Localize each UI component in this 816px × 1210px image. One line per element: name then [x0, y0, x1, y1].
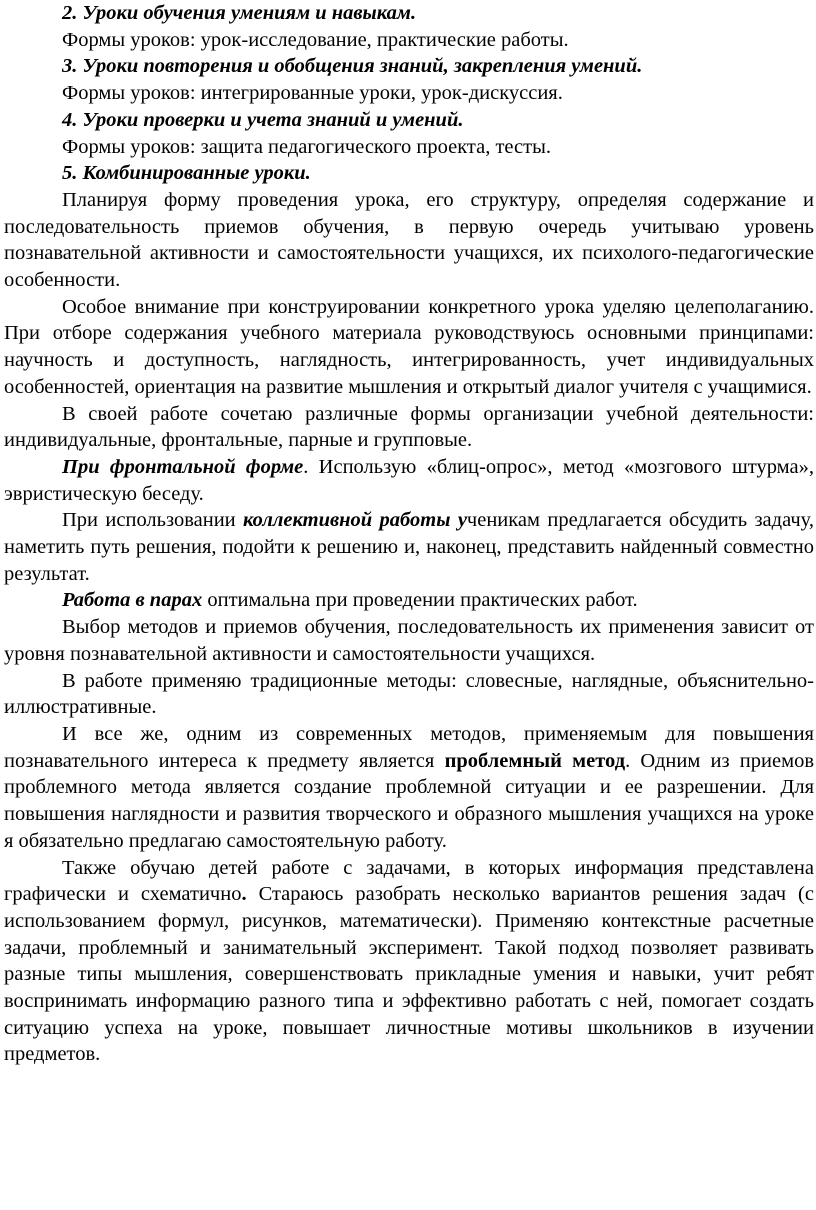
emphasis-frontal: При фронтальной форме	[62, 455, 304, 478]
paragraph-planning: Планируя форму проведения урока, его структуру, определяя содержание и последовательность приемов обучения, в первую очередь учитываю уровень познавательной активности и самостоятельности учащихся, их психолого-педагогические особенности.	[4, 188, 814, 292]
paragraph-pair-work	[4, 587, 814, 614]
lesson-type-heading-4	[4, 107, 814, 134]
paragraph-text: При использовании	[62, 509, 244, 532]
paragraph-tasks	[4, 855, 814, 1069]
paragraph-text: ченикам предлагается обсудить задачу, наметить путь решения, подойти к решению и, наконец, представить найденный совместно результат.	[4, 509, 814, 585]
lesson-type-heading-5	[4, 160, 814, 187]
lesson-forms-3: Формы уроков: интегрированные уроки, урок-дискуссия.	[62, 82, 563, 105]
paragraph-problem-method	[4, 721, 814, 855]
paragraph-traditional-methods: В работе применяю традиционные методы: словесные, наглядные, объяснительно-иллюстративные.	[4, 669, 814, 719]
lesson-forms-2: Формы уроков: урок-исследование, практические работы.	[62, 28, 569, 51]
lesson-type-heading-2	[4, 0, 814, 27]
emphasis-collective: коллективной работы у	[243, 509, 467, 532]
paragraph-organization-forms: В своей работе сочетаю различные формы организации учебной деятельности: индивидуальные, фронтальные, парные и групповые.	[4, 402, 814, 452]
lesson-forms-4: Формы уроков: защита педагогического проекта, тесты.	[62, 135, 551, 158]
bold-period: .	[241, 883, 247, 906]
lesson-type-title: 5. Комбинированные уроки.	[62, 162, 311, 185]
lesson-type-title: 2. Уроки обучения умениям и навыкам.	[62, 2, 417, 24]
emphasis-pairs: Работа в парах	[62, 589, 203, 612]
lesson-type-title: 3. Уроки повторения и обобщения знаний, закрепления умений.	[62, 55, 643, 78]
paragraph-collective-work	[4, 507, 814, 587]
paragraph-text: . Использую «блиц-опрос», метод «мозгового штурма», эвристическую беседу.	[4, 455, 814, 505]
lesson-type-heading-3	[4, 53, 814, 80]
paragraph-text: Также обучаю детей работе с задачами, в которых информация представлена графически и схематично	[4, 856, 814, 906]
paragraph-text: Стараюсь разобрать несколько вариантов решения задач (с использованием формул, рисунков, математически). Применяю контекстные расчетные задачи, проблемный и занимательный эксперимент. Такой подход позволяет развивать разные типы мышления, совершенствовать прикладные умения и навыки, учит ребят воспринимать информацию разного типа и эффективно работать с ней, помогает создать ситуацию успеха на уроке, повышает личностные мотивы школьников в изучении предметов.	[4, 883, 814, 1066]
paragraph-methods-choice: Выбор методов и приемов обучения, последовательность их применения зависит от уровня познавательной активности и самостоятельности учащихся.	[4, 616, 814, 665]
paragraph-frontal-form	[4, 454, 814, 507]
paragraph-text: И все же, одним из современных методов, применяемым для повышения познавательного интереса к предмету является	[4, 722, 814, 772]
emphasis-problem-method: проблемный метод	[444, 749, 626, 772]
paragraph-goal-setting: Особое внимание при конструировании конкретного урока уделяю целеполаганию. При отборе содержания учебного материала руководствуюсь основными принципами: научность и доступность, наглядность, интегрированность, учет индивидуальных особенностей, ориентация на развитие мышления и открытый диалог учителя с учащимися.	[4, 295, 814, 398]
lesson-type-title: 4. Уроки проверки и учета знаний и умений.	[62, 108, 464, 131]
paragraph-text: . Одним из приемов проблемного метода является создание проблемной ситуации и ее разрешении. Для повышения наглядности и развития творческого и образного мышления учащихся на уроке я обязательно предлагаю самостоятельную работу.	[4, 749, 814, 852]
paragraph-text: оптимальна при проведении практических работ.	[202, 589, 638, 612]
